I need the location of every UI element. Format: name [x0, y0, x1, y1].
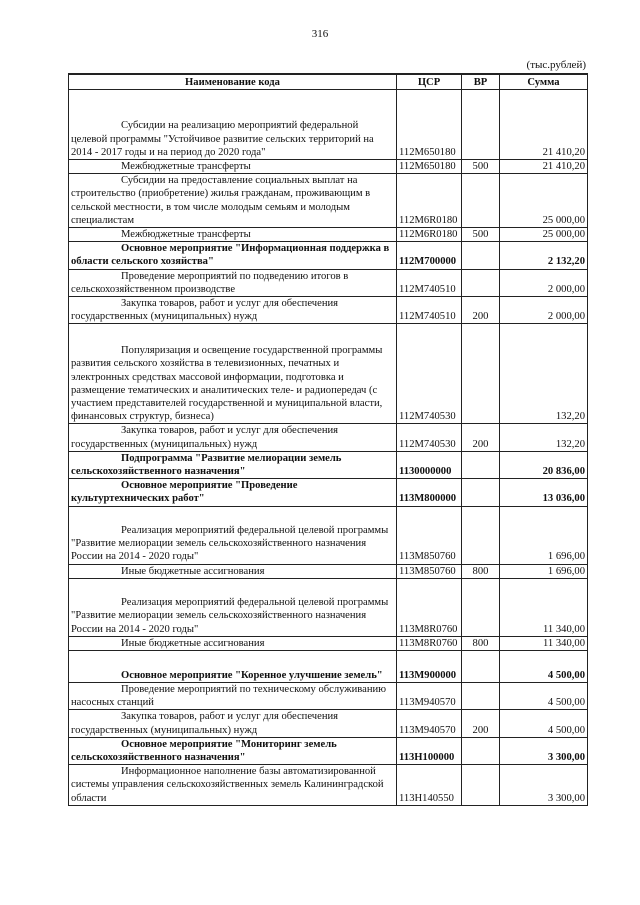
- header-sum: Сумма: [500, 74, 588, 90]
- row-csr: 113М8R0760: [397, 578, 462, 636]
- row-name: Реализация мероприятий федеральной целевой программы "Развитие мелиорации земель сельскохозяйственного назначения России на 2014 - 2020 годы": [69, 506, 397, 564]
- row-vr: [462, 578, 500, 636]
- row-name: Иные бюджетные ассигнования: [69, 636, 397, 650]
- row-csr: 113М940570: [397, 710, 462, 737]
- table-row: [69, 424, 588, 451]
- row-vr: 200: [462, 424, 500, 451]
- table-row: [69, 683, 588, 710]
- row-name: Межбюджетные трансферты: [69, 160, 397, 174]
- table-header-row: [69, 74, 588, 90]
- header-vr: ВР: [462, 74, 500, 90]
- row-name: Межбюджетные трансферты: [69, 228, 397, 242]
- row-name: Основное мероприятие "Информационная поддержка в области сельского хозяйства": [69, 242, 397, 269]
- row-sum: 13 036,00: [500, 479, 588, 506]
- row-vr: 200: [462, 710, 500, 737]
- row-sum: 11 340,00: [500, 578, 588, 636]
- table-row: [69, 228, 588, 242]
- row-csr: 112М740510: [397, 297, 462, 324]
- row-name: Подпрограмма "Развитие мелиорации земель сельскохозяйственного назначения": [69, 451, 397, 478]
- row-vr: 500: [462, 228, 500, 242]
- row-name: Реализация мероприятий федеральной целевой программы "Развитие мелиорации земель сельскохозяйственного назначения России на 2014 - 2020 годы": [69, 578, 397, 636]
- row-sum: 2 000,00: [500, 297, 588, 324]
- row-name: Проведение мероприятий по подведению итогов в сельскохозяйственном производстве: [69, 269, 397, 296]
- row-csr: 113М800000: [397, 479, 462, 506]
- table-row: [69, 737, 588, 764]
- row-vr: 800: [462, 636, 500, 650]
- row-sum: 132,20: [500, 424, 588, 451]
- row-name: Основное мероприятие "Проведение культуртехнических работ": [69, 479, 397, 506]
- row-sum: 2 000,00: [500, 269, 588, 296]
- row-vr: [462, 90, 500, 160]
- row-sum: 3 300,00: [500, 737, 588, 764]
- row-name: Информационное наполнение базы автоматизированной системы управления сельскохозяйственных земель Калининградской области: [69, 765, 397, 806]
- row-csr: 112М740510: [397, 269, 462, 296]
- row-csr: 112М740530: [397, 324, 462, 424]
- row-vr: [462, 506, 500, 564]
- row-sum: 25 000,00: [500, 174, 588, 228]
- table-row: [69, 636, 588, 650]
- table-row: [69, 90, 588, 160]
- row-sum: 132,20: [500, 324, 588, 424]
- table-row: [69, 451, 588, 478]
- budget-table: [68, 73, 588, 806]
- row-name: Проведение мероприятий по техническому обслуживанию насосных станций: [69, 683, 397, 710]
- row-vr: 500: [462, 160, 500, 174]
- row-sum: 25 000,00: [500, 228, 588, 242]
- row-csr: 112М740530: [397, 424, 462, 451]
- table-row: [69, 651, 588, 683]
- row-name: Основное мероприятие "Мониторинг земель сельскохозяйственного назначения": [69, 737, 397, 764]
- row-sum: 4 500,00: [500, 651, 588, 683]
- header-csr: ЦСР: [397, 74, 462, 90]
- row-vr: [462, 737, 500, 764]
- row-sum: 21 410,20: [500, 160, 588, 174]
- table-row: [69, 160, 588, 174]
- table-row: [69, 506, 588, 564]
- table-row: [69, 269, 588, 296]
- table-row: [69, 174, 588, 228]
- table-row: [69, 765, 588, 806]
- row-vr: 200: [462, 297, 500, 324]
- row-csr: 113М8R0760: [397, 636, 462, 650]
- row-sum: 4 500,00: [500, 710, 588, 737]
- row-name: Закупка товаров, работ и услуг для обеспечения государственных (муниципальных) нужд: [69, 424, 397, 451]
- row-vr: [462, 242, 500, 269]
- row-csr: 113Н140550: [397, 765, 462, 806]
- row-sum: 4 500,00: [500, 683, 588, 710]
- row-name: Субсидии на реализацию мероприятий федеральной целевой программы "Устойчивое развитие сельских территорий на 2014 - 2017 годы и на период до 2020 года": [69, 90, 397, 160]
- row-sum: 1 696,00: [500, 564, 588, 578]
- table-row: [69, 242, 588, 269]
- row-vr: [462, 479, 500, 506]
- row-sum: 11 340,00: [500, 636, 588, 650]
- row-csr: 113М850760: [397, 564, 462, 578]
- row-csr: 112М650180: [397, 90, 462, 160]
- row-name: Субсидии на предоставление социальных выплат на строительство (приобретение) жилья гражданам, проживающим в сельской местности, в том числе молодым семьям и молодым специалистам: [69, 174, 397, 228]
- row-vr: [462, 765, 500, 806]
- row-csr: 112М6R0180: [397, 174, 462, 228]
- row-sum: 21 410,20: [500, 90, 588, 160]
- row-sum: 3 300,00: [500, 765, 588, 806]
- unit-note: (тыс.рублей): [526, 59, 586, 71]
- table-row: [69, 564, 588, 578]
- table-row: [69, 578, 588, 636]
- row-vr: [462, 451, 500, 478]
- row-sum: 20 836,00: [500, 451, 588, 478]
- table-row: [69, 297, 588, 324]
- row-csr: 112М6R0180: [397, 228, 462, 242]
- table-row: [69, 324, 588, 424]
- row-csr: 113Н100000: [397, 737, 462, 764]
- row-name: Закупка товаров, работ и услуг для обеспечения государственных (муниципальных) нужд: [69, 297, 397, 324]
- row-vr: [462, 324, 500, 424]
- row-vr: [462, 174, 500, 228]
- row-csr: 113М850760: [397, 506, 462, 564]
- row-csr: 113М900000: [397, 651, 462, 683]
- row-csr: 1130000000: [397, 451, 462, 478]
- table-row: [69, 479, 588, 506]
- row-csr: 112М700000: [397, 242, 462, 269]
- header-name: Наименование кода: [69, 74, 397, 90]
- row-name: Основное мероприятие "Коренное улучшение земель": [69, 651, 397, 683]
- row-sum: 2 132,20: [500, 242, 588, 269]
- row-name: Закупка товаров, работ и услуг для обеспечения государственных (муниципальных) нужд: [69, 710, 397, 737]
- row-name: Популяризация и освещение государственной программы развития сельского хозяйства в телевизионных, печатных и электронных средствах массовой информации, подготовка и размещение тематических и аналитических теле- и радиопередач (с участием представителей государственной и муниципальной власти, финансовых структур, бизнеса): [69, 324, 397, 424]
- row-vr: [462, 683, 500, 710]
- row-vr: 800: [462, 564, 500, 578]
- row-name: Иные бюджетные ассигнования: [69, 564, 397, 578]
- row-vr: [462, 651, 500, 683]
- table-row: [69, 710, 588, 737]
- row-sum: 1 696,00: [500, 506, 588, 564]
- row-csr: 113М940570: [397, 683, 462, 710]
- row-csr: 112М650180: [397, 160, 462, 174]
- page-number: 316: [311, 28, 329, 40]
- row-vr: [462, 269, 500, 296]
